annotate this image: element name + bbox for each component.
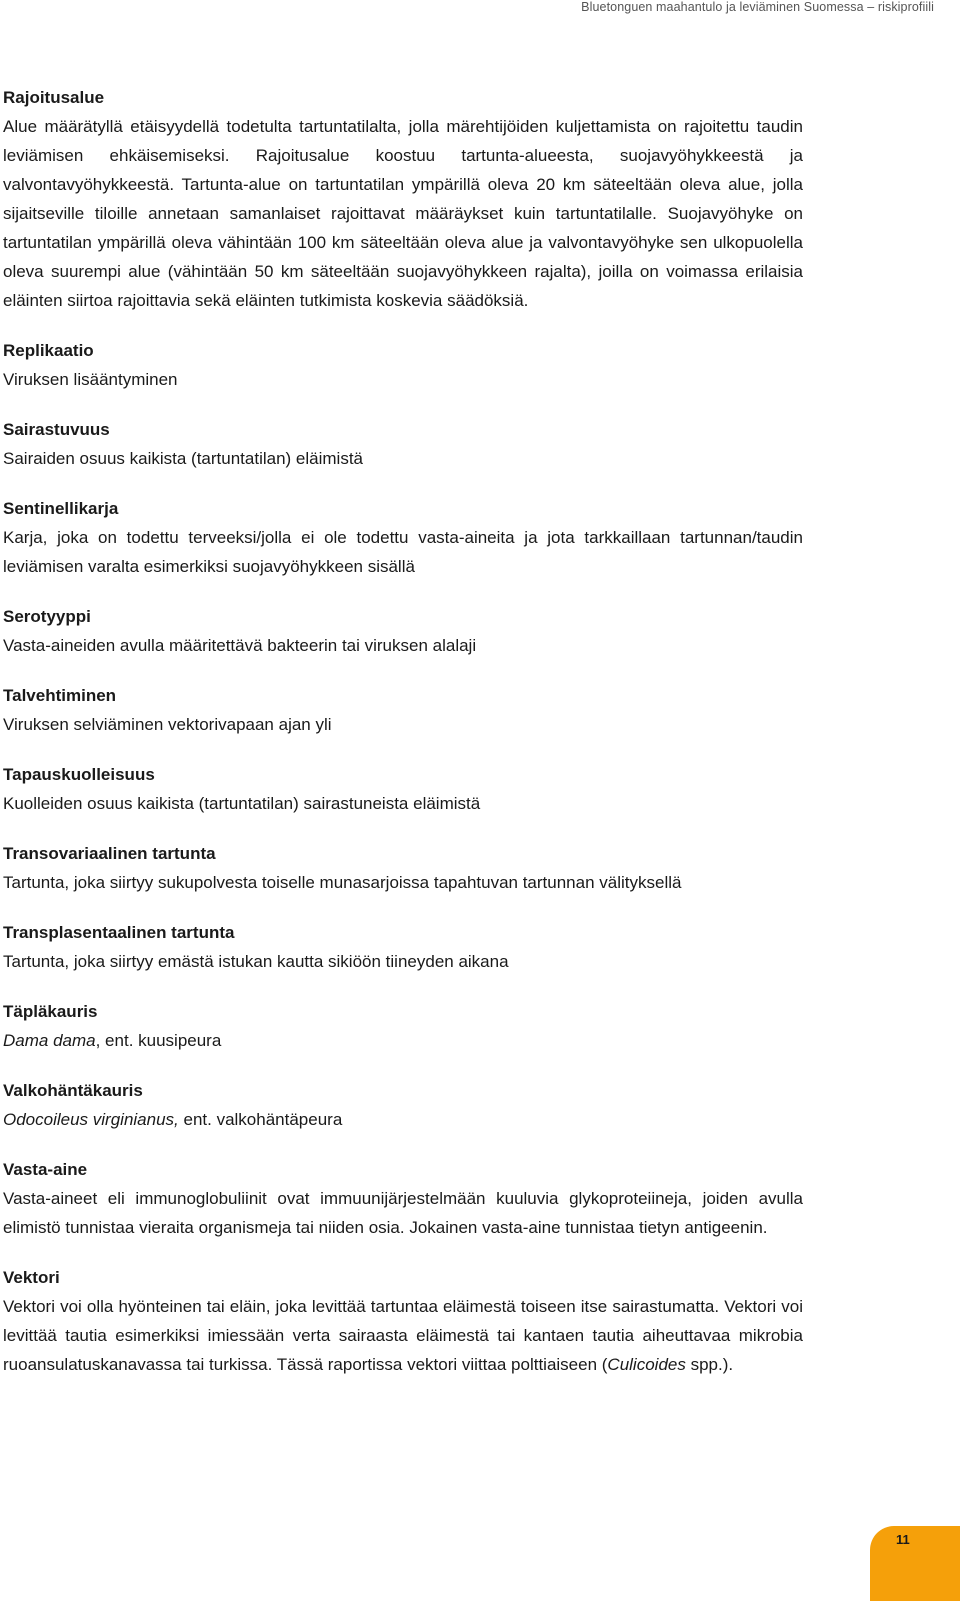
definition-text: ent. valkohäntäpeura (178, 1110, 343, 1129)
glossary-entry-talvehtiminen (3, 682, 803, 739)
definition-text: Vektori voi olla hyönteinen tai eläin, joka levittää tartuntaa eläimestä toiseen itse sairastumatta. Vektori voi levittää tautia esimerkiksi imiessään verta sairaasta eläimestä tai kantaen tautia aiheuttavaa mikrobia ruoansulatuskanavassa tai turkissa. Tässä raportissa vektori viittaa polttiaiseen ( (3, 1297, 803, 1374)
glossary-term: Vektori (3, 1268, 60, 1287)
glossary-term: Rajoitusalue (3, 88, 105, 107)
glossary-term: Täpläkauris (3, 1002, 98, 1021)
scientific-name: Dama dama (3, 1031, 96, 1050)
glossary-term: Serotyyppi (3, 607, 91, 626)
glossary-definition (3, 1292, 803, 1379)
glossary-definition (3, 1026, 803, 1055)
glossary-entry-serotyyppi (3, 603, 803, 660)
running-header: Bluetonguen maahantulo ja leviäminen Suomessa – riskiprofiili (581, 0, 934, 14)
scientific-name: Odocoileus virginianus, (3, 1110, 179, 1129)
glossary-definition: Alue määrätyllä etäisyydellä todetulta tartuntatilalta, jolla märehtijöiden kuljettamista on rajoitettu taudin leviämisen ehkäisemiseksi. Rajoitusalue koostuu tartunta-alueesta, suojavyöhykkeestä ja valvontavyöhykkeestä. Tartunta-alue on tartuntatilan ympärillä oleva 20 km säteeltään oleva alue, jolla sijaitseville tiloille annetaan samanlaiset rajoittavat määräykset kuin tartuntatilalle. Suojavyöhyke on tartuntatilan ympärillä oleva vähintään 100 km säteeltään oleva alue ja valvontavyöhyke sen ulkopuolella oleva suurempi alue (vähintään 50 km säteeltään suojavyöhykkeen rajalta), joilla on voimassa erilaisia eläinten siirtoa rajoittavia sekä eläinten tutkimista koskevia säädöksiä. (3, 117, 803, 310)
glossary-entry-vektori (3, 1264, 803, 1379)
glossary-entry-sentinellikarja (3, 495, 803, 581)
glossary-term: Valkohäntäkauris (3, 1081, 143, 1100)
glossary-definition: Tartunta, joka siirtyy sukupolvesta toiselle munasarjoissa tapahtuvan tartunnan välityksellä (3, 873, 682, 892)
glossary-term: Sentinellikarja (3, 499, 119, 518)
glossary-definition: Viruksen selviäminen vektorivapaan ajan yli (3, 715, 332, 734)
glossary-term: Talvehtiminen (3, 686, 117, 705)
glossary-entry-replikaatio (3, 337, 803, 394)
glossary-entry-rajoitusalue (3, 84, 803, 315)
definition-text: , ent. kuusipeura (95, 1031, 222, 1050)
glossary-definition: Vasta-aineiden avulla määritettävä bakteerin tai viruksen alalaji (3, 636, 477, 655)
glossary-entry-sairastuvuus (3, 416, 803, 473)
definition-text: spp.). (685, 1355, 734, 1374)
glossary-entry-transplasentaalinen-tartunta (3, 919, 803, 976)
glossary-entry-vasta-aine (3, 1156, 803, 1242)
glossary-term: Tapauskuolleisuus (3, 765, 155, 784)
glossary-definition: Sairaiden osuus kaikista (tartuntatilan) eläimistä (3, 449, 364, 468)
glossary-term: Replikaatio (3, 341, 94, 360)
glossary-term: Transplasentaalinen tartunta (3, 923, 235, 942)
glossary-entry-transovariaalinen-tartunta (3, 840, 803, 897)
glossary-definition (3, 1105, 803, 1134)
glossary-term: Transovariaalinen tartunta (3, 844, 216, 863)
glossary-definition: Vasta-aineet eli immunoglobuliinit ovat immuunijärjestelmään kuuluvia glykoproteiineja, joiden avulla elimistö tunnistaa vieraita organismeja tai niiden osia. Jokainen vasta-aine tunnistaa tietyn antigeenin. (3, 1189, 803, 1237)
glossary-entry-tapauskuolleisuus (3, 761, 803, 818)
page-number-tab (870, 1526, 960, 1601)
glossary-definition: Karja, joka on todettu terveeksi/jolla ei ole todettu vasta-aineita ja jota tarkkaillaan tartunnan/taudin leviämisen varalta esimerkiksi suojavyöhykkeen sisällä (3, 528, 803, 576)
glossary (3, 84, 803, 1401)
glossary-definition: Viruksen lisääntyminen (3, 370, 178, 389)
glossary-term: Vasta-aine (3, 1160, 88, 1179)
glossary-definition: Tartunta, joka siirtyy emästä istukan kautta sikiöön tiineyden aikana (3, 952, 509, 971)
glossary-entry-valkohantakauris (3, 1077, 803, 1134)
page-number: 11 (896, 1532, 910, 1547)
glossary-entry-taplakauris (3, 998, 803, 1055)
scientific-name: Culicoides (607, 1355, 686, 1374)
glossary-term: Sairastuvuus (3, 420, 110, 439)
glossary-definition: Kuolleiden osuus kaikista (tartuntatilan) sairastuneista eläimistä (3, 794, 481, 813)
